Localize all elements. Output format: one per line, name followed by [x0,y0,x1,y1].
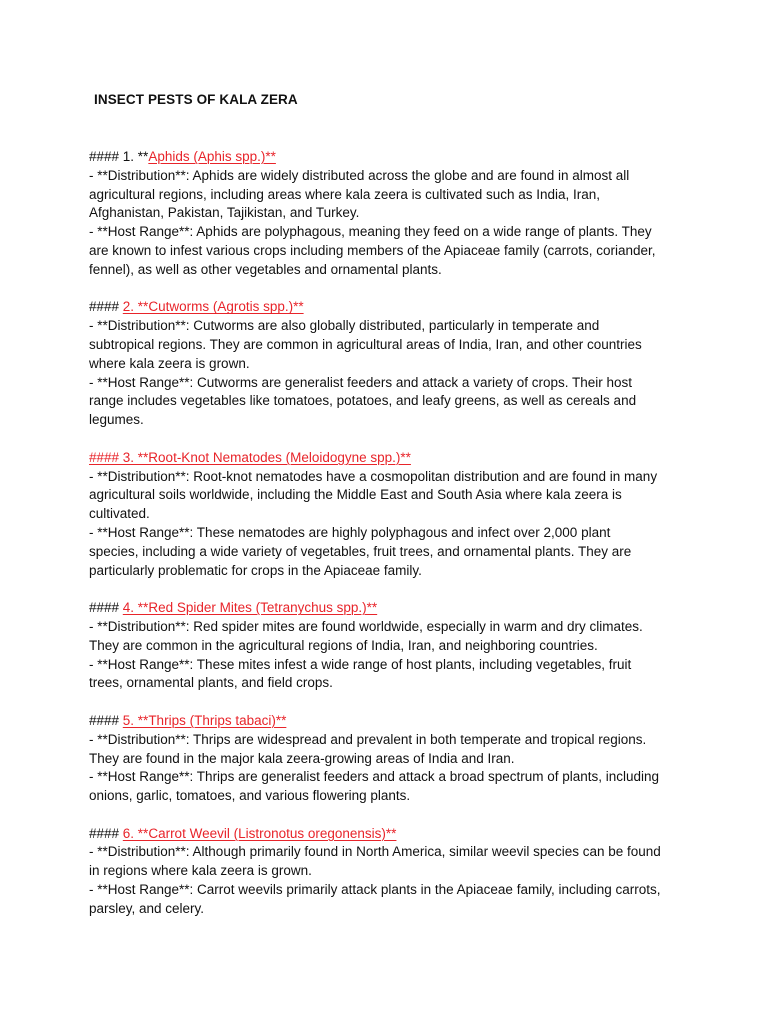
pest-heading [89,712,689,731]
pest-text-line: are known to infest various crops including members of the Apiaceae family (carrots, coriander, [89,242,656,258]
pest-sections [89,148,689,937]
pest-text-line: - **Distribution**: Although primarily found in North America, similar weevil species can be found [89,844,661,860]
pest-heading-prefix: #### [89,600,123,616]
pest-text-line: parsley, and celery. [89,900,205,916]
pest-text-line: cultivated. [89,506,150,522]
pest-text-line: in regions where kala zeera is grown. [89,863,312,879]
pest-heading-link[interactable]: #### 3. **Root-Knot Nematodes (Meloidogyne spp.)** [89,449,411,465]
pest-text-line: trees, ornamental plants, and field crops. [89,675,333,691]
pest-text-line: particularly problematic for crops in the Apiaceae family. [89,562,422,578]
pest-heading-prefix: #### [89,299,123,315]
pest-text-line: - **Distribution**: Root-knot nematodes have a cosmopolitan distribution and are found in many [89,468,658,484]
pest-text-line: onions, garlic, tomatoes, and various flowering plants. [89,788,411,804]
pest-heading-prefix: #### [89,825,123,841]
pest-text-line: subtropical regions. They are common in agricultural areas of India, Iran, and other countries [89,336,642,352]
page-title: INSECT PESTS OF KALA ZERA [94,92,298,107]
pest-section [89,599,689,693]
pest-text-line: - **Distribution**: Cutworms are also globally distributed, particularly in temperate and [89,318,600,334]
pest-text-line: - **Host Range**: These mites infest a wide range of host plants, including vegetables, fruit [89,656,632,672]
pest-section [89,825,689,919]
pest-heading-link[interactable]: 5. **Thrips (Thrips tabaci)** [122,712,287,728]
pest-heading [89,825,689,844]
pest-heading-link[interactable]: 2. **Cutworms (Agrotis spp.)** [122,299,304,315]
pest-section [89,449,689,581]
pest-text-line: - **Distribution**: Thrips are widespread and prevalent in both temperate and tropical regions. [89,731,647,747]
pest-section [89,148,689,280]
pest-heading-link[interactable]: 6. **Carrot Weevil (Listronotus oregonensis)** [122,825,397,841]
pest-text-line: fennel), as well as other vegetables and ornamental plants. [89,261,442,277]
pest-heading-prefix: #### 1. ** [89,149,149,164]
pest-heading [89,599,689,618]
pest-text-line: agricultural soils worldwide, including the Middle East and South Asia where kala zeera is [89,487,622,503]
pest-text-line: - **Distribution**: Red spider mites are found worldwide, especially in warm and dry climates. [89,618,643,634]
pest-text-line: - **Host Range**: These nematodes are highly polyphagous and infect over 2,000 plant [89,524,611,540]
pest-text-line: range includes vegetables like tomatoes, potatoes, and leafy greens, as well as cereals and [89,393,637,409]
pest-heading-prefix: #### [89,712,123,728]
pest-heading [89,298,689,317]
pest-heading-link[interactable]: 4. **Red Spider Mites (Tetranychus spp.)** [122,600,378,616]
pest-text-line: agricultural regions, including areas where kala zeera is cultivated such as India, Iran, [89,186,601,202]
pest-heading [89,148,689,167]
pest-text-line: They are common in the agricultural regions of India, Iran, and neighboring countries. [89,637,598,653]
pest-heading-link[interactable]: Aphids (Aphis spp.)** [148,149,276,164]
pest-text-line: - **Host Range**: Cutworms are generalist feeders and attack a variety of crops. Their host [89,374,633,390]
pest-text-line: legumes. [89,412,144,428]
pest-text-line: They are found in the major kala zeera-growing areas of India and Iran. [89,750,515,766]
pest-text-line: - **Host Range**: Thrips are generalist feeders and attack a broad spectrum of plants, including [89,769,660,785]
pest-heading [89,449,689,468]
pest-section [89,712,689,806]
pest-text-line: - **Host Range**: Aphids are polyphagous, meaning they feed on a wide range of plants. They [89,224,652,240]
pest-text-line: Afghanistan, Pakistan, Tajikistan, and Turkey. [89,205,360,221]
pest-text-line: species, including a wide variety of vegetables, fruit trees, and ornamental plants. They are [89,543,632,559]
pest-section [89,298,689,430]
pest-text-line: - **Distribution**: Aphids are widely distributed across the globe and are found in almost all [89,167,630,183]
pest-text-line: where kala zeera is grown. [89,355,250,371]
pest-text-line: - **Host Range**: Carrot weevils primarily attack plants in the Apiaceae family, including carrots, [89,882,661,898]
